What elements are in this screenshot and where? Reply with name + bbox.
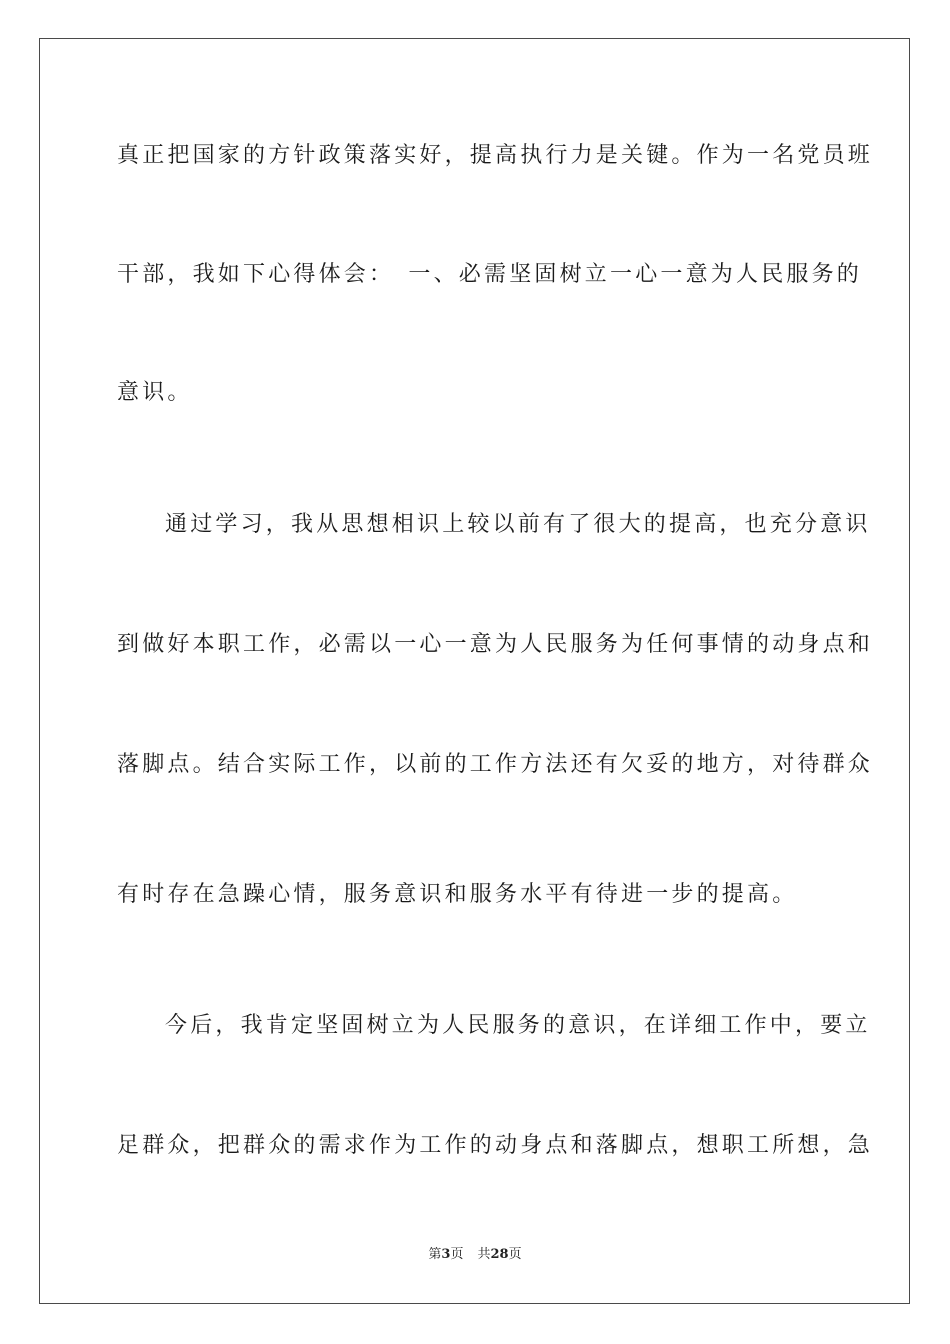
- total-pages: 28: [490, 1247, 509, 1262]
- total-suffix: 页: [508, 1247, 522, 1262]
- paragraph-line-4: 通过学习，我从思想相识上较以前有了很大的提高，也充分意识: [165, 512, 871, 537]
- page-suffix: 页: [450, 1247, 464, 1262]
- paragraph-line-2: 干部，我如下心得体会： 一、必需坚固树立一心一意为人民服务的: [117, 262, 863, 287]
- page-prefix: 第: [428, 1247, 442, 1262]
- paragraph-line-1: 真正把国家的方针政策落实好，提高执行力是关键。作为一名党员班: [117, 143, 874, 168]
- paragraph-line-6: 落脚点。结合实际工作，以前的工作方法还有欠妥的地方，对待群众: [117, 752, 874, 777]
- paragraph-line-9: 足群众，把群众的需求作为工作的动身点和落脚点，想职工所想，急: [117, 1133, 874, 1158]
- paragraph-line-3: 意识。: [117, 380, 193, 405]
- page-number: 3: [441, 1247, 451, 1262]
- page-border: [39, 38, 910, 1304]
- total-prefix: 共: [477, 1247, 491, 1262]
- paragraph-line-8: 今后，我肯定坚固树立为人民服务的意识，在详细工作中，要立: [165, 1013, 871, 1038]
- paragraph-line-5: 到做好本职工作，必需以一心一意为人民服务为任何事情的动身点和: [117, 632, 874, 657]
- paragraph-line-7: 有时存在急躁心情，服务意识和服务水平有待进一步的提高。: [117, 882, 798, 907]
- page-footer: [0, 1246, 950, 1264]
